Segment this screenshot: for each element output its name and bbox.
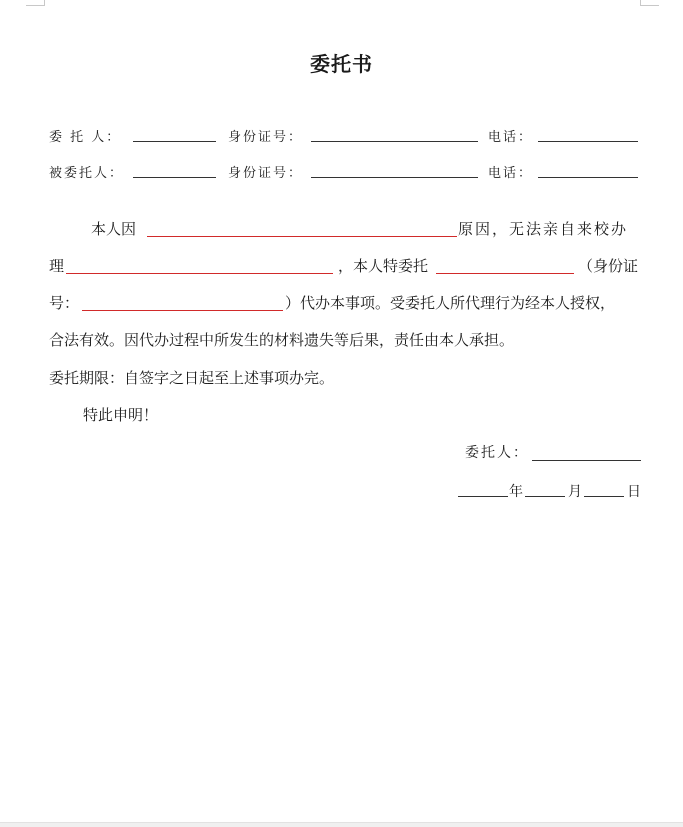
line1-suffix: 原因，无法亲自来校办 (458, 220, 629, 238)
signature-label: 委托人： (465, 445, 529, 461)
principal-name-blank[interactable] (133, 141, 216, 142)
principal-id-blank[interactable] (311, 141, 478, 142)
line3-prefix: 号： (49, 294, 80, 312)
day-label: 日 (627, 484, 641, 500)
agent-name-blank[interactable] (133, 177, 216, 178)
agent-id-label: 身份证号： (228, 166, 304, 181)
line3-suffix: ）代办本事项。受委托人所代理行为经本人授权， (285, 294, 616, 312)
signature-blank[interactable] (532, 460, 641, 461)
page-bottom-edge (0, 822, 683, 827)
agent-label: 被委托人： (49, 166, 125, 181)
agent-phone-blank[interactable] (538, 177, 638, 178)
line2-prefix: 理 (49, 257, 65, 275)
month-blank[interactable] (525, 496, 565, 497)
principal-phone-blank[interactable] (538, 141, 638, 142)
line1-prefix: 本人因 (91, 220, 137, 238)
matter-blank[interactable] (66, 273, 333, 274)
document-title: 委托书 (310, 52, 373, 76)
line2-mid: ，本人特委托 (338, 257, 429, 275)
agent-id-blank[interactable] (311, 177, 478, 178)
reason-blank[interactable] (147, 236, 457, 237)
agent-phone-label: 电话： (488, 166, 534, 181)
principal-phone-label: 电话： (488, 130, 534, 145)
body-line-5: 委托期限：自签字之日起至上述事项办完。 (49, 369, 335, 387)
crop-mark-top-right (640, 0, 659, 6)
agent-id-number-blank[interactable] (82, 310, 283, 311)
principal-id-label: 身份证号： (228, 130, 304, 145)
body-line-6: 特此申明！ (83, 406, 159, 424)
body-line-4: 合法有效。因代办过程中所发生的材料遗失等后果，责任由本人承担。 (49, 331, 515, 349)
day-blank[interactable] (584, 496, 624, 497)
year-blank[interactable] (458, 496, 508, 497)
principal-label: 委 托 人： (49, 130, 122, 145)
line2-suffix: （身份证 (578, 257, 639, 275)
agent-blank[interactable] (436, 273, 574, 274)
year-label: 年 (509, 484, 523, 500)
crop-mark-top-left (26, 0, 45, 6)
month-label: 月 (568, 484, 582, 500)
